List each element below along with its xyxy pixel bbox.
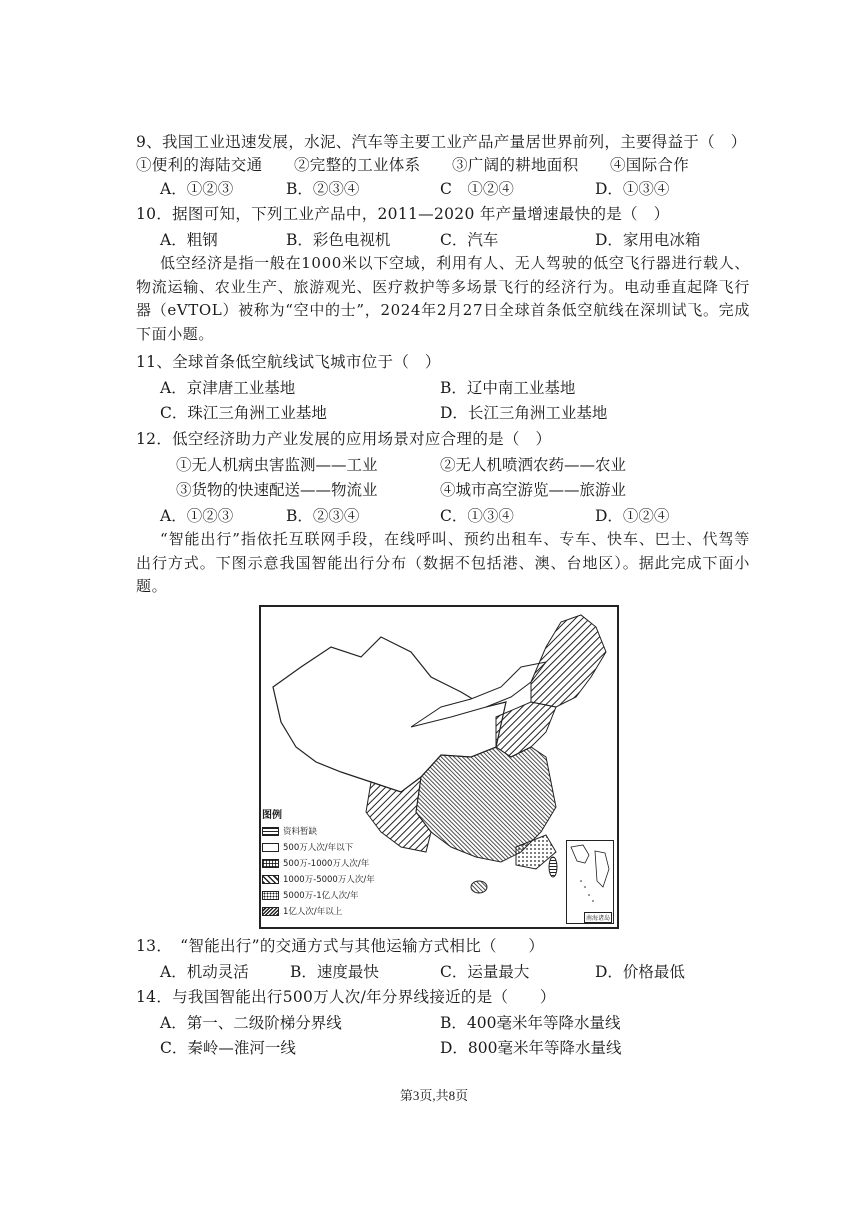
q11-option-c[interactable]: C．珠江三角洲工业基地: [160, 404, 327, 422]
legend-swatch-grid: [262, 859, 279, 868]
legend-label: 1000万-5000万人次/年: [283, 875, 375, 885]
legend-swatch-dots: [262, 891, 279, 900]
map-northeast: [531, 615, 606, 707]
legend-label: 5000万-1亿人次/年: [283, 891, 359, 901]
q9-option-d[interactable]: D．①③④: [595, 180, 670, 198]
legend-swatch-blank: [262, 843, 279, 852]
legend-label: 500万人次/年以下: [283, 843, 354, 853]
legend-swatch-diagonal: [262, 875, 279, 884]
page-footer: 第3页,共8页: [399, 1088, 469, 1103]
q13-option-a[interactable]: A．机动灵活: [160, 963, 249, 981]
inset-label: 南海诸岛: [584, 912, 612, 923]
q14-stem: 14．与我国智能出行500万人次/年分界线接近的是（ ）: [136, 988, 556, 1006]
q12-option-c[interactable]: C．①③④: [440, 507, 514, 525]
legend-item: [262, 887, 375, 903]
q12-option-a[interactable]: A．①②③: [160, 507, 234, 525]
q10-option-b[interactable]: B．彩色电视机: [286, 231, 391, 249]
map-legend: [262, 806, 375, 919]
q12-item-4: ④城市高空游览——旅游业: [440, 481, 627, 499]
q14-option-a[interactable]: A．第一、二级阶梯分界线: [160, 1014, 342, 1032]
legend-label: 500万-1000万人次/年: [283, 859, 370, 869]
legend-item: [262, 871, 375, 887]
q10-option-c[interactable]: C．汽车: [440, 231, 499, 249]
legend-item: [262, 823, 375, 839]
legend-label: 资料暂缺: [283, 827, 318, 837]
q13-option-c[interactable]: C．运量最大: [440, 963, 530, 981]
q12-stem: 12．低空经济助力产业发展的应用场景对应合理的是（ ）: [136, 430, 552, 448]
q14-option-c[interactable]: C．秦岭—淮河一线: [160, 1039, 296, 1057]
q14-option-d[interactable]: D．800毫米年等降水量线: [440, 1039, 622, 1057]
q13-option-b[interactable]: B．速度最快: [290, 963, 379, 981]
q12-item-1: ①无人机病虫害监测——工业: [176, 456, 378, 474]
south-china-sea-inset: [566, 840, 614, 924]
q11-option-d[interactable]: D．长江三角洲工业基地: [440, 404, 608, 422]
q9-items: ①便利的海陆交通 ②完整的工业体系 ③广阔的耕地面积 ④国际合作: [136, 156, 690, 174]
map-north-china: [496, 702, 556, 757]
inset-graphic: [567, 841, 613, 923]
q12-item-2: ②无人机喷洒农药——农业: [440, 456, 627, 474]
q13-option-d[interactable]: D．价格最低: [595, 963, 685, 981]
q10-stem: 10．据图可知，下列工业产品中，2011—2020 年产量增速最快的是（ ）: [136, 205, 670, 223]
q12-option-d[interactable]: D．①②④: [595, 507, 670, 525]
q10-option-d[interactable]: D．家用电冰箱: [595, 231, 701, 249]
map-hainan: [471, 881, 487, 893]
q12-item-3: ③货物的快速配送——物流业: [176, 481, 378, 499]
q9-stem: 9、我国工业迅速发展，水泥、汽车等主要工业产品产量居世界前列，主要得益于（ ）: [136, 133, 747, 151]
legend-title: 图例: [262, 810, 282, 821]
map-taiwan: [549, 857, 557, 877]
q9-option-a[interactable]: A．①②③: [160, 180, 234, 198]
q12-option-b[interactable]: B．②③④: [286, 507, 360, 525]
legend-item: [262, 839, 375, 855]
legend-swatch-dense: [262, 907, 279, 916]
q9-option-c[interactable]: C ①②④: [440, 180, 514, 198]
legend-item: [262, 855, 375, 871]
q11-option-a[interactable]: A．京津唐工业基地: [160, 379, 296, 397]
q11-option-b[interactable]: B．辽中南工业基地: [440, 379, 576, 397]
legend-label: 1亿人次/年以上: [283, 907, 343, 917]
passage-smart-travel: “智能出行”指依托互联网手段，在线呼叫、预约出租车、专车、快车、巴士、代驾等出行方式。下图示意我国智能出行分布（数据不包括港、澳、台地区）。据此完成下面小题。: [136, 530, 750, 595]
legend-swatch-missing: [262, 827, 279, 836]
passage-low-altitude: 低空经济是指一般在1000米以下空域，利用有人、无人驾驶的低空飞行器进行载人、物流运输、农业生产、旅游观光、医疗救护等多场景飞行的经济行为。电动垂直起降飞行器（eVTOL）被称为“空中的士”，2024年2月27日全球首条低空航线在深圳试飞。完成下面小题。: [136, 254, 750, 343]
q10-option-a[interactable]: A．粗钢: [160, 231, 218, 249]
legend-item: [262, 903, 375, 919]
q9-option-b[interactable]: B．②③④: [286, 180, 360, 198]
q14-option-b[interactable]: B．400毫米年等降水量线: [440, 1014, 621, 1032]
q13-stem: 13． “智能出行”的交通方式与其他运输方式相比（ ）: [136, 937, 545, 955]
q11-stem: 11、全球首条低空航线试飞城市位于（ ）: [136, 353, 441, 371]
